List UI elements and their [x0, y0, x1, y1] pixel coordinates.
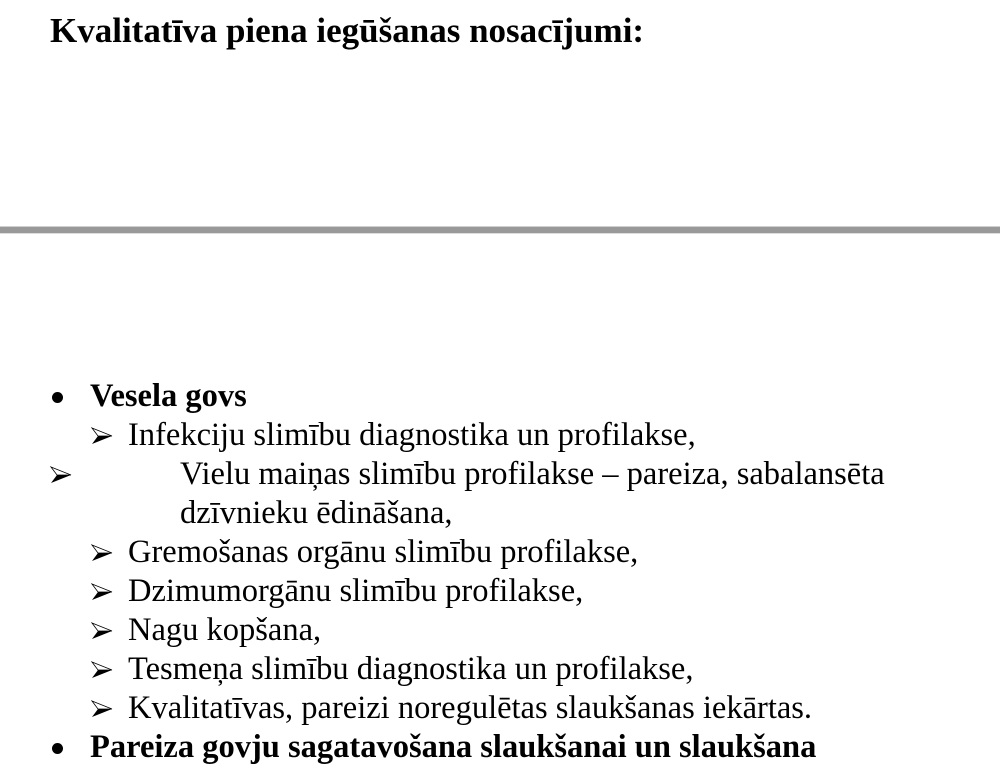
- list-item-text: Kvalitatīvas, pareizi noregulētas slaukšanas iekārtas.: [128, 690, 813, 726]
- page-title: Kvalitatīva piena iegūšanas nosacījumi:: [50, 11, 645, 50]
- list-item-text: Vielu maiņas slimību profilakse – pareiza, sabalansēta dzīvnieku ēdināšana,: [180, 456, 885, 531]
- arrow-bullet-icon: [91, 427, 113, 445]
- list-item-text: Tesmeņa slimību diagnostika un profilakse,: [128, 651, 694, 687]
- arrow-bullet-icon: [50, 466, 72, 484]
- arrow-bullet-icon: [91, 544, 113, 562]
- list-item: [0, 377, 1000, 416]
- list-item: [0, 611, 1000, 650]
- list-item: [0, 728, 1000, 767]
- list-item-text: Pareiza govju sagatavošana slaukšanai un slaukšana: [90, 729, 817, 765]
- list-item-text: Infekciju slimību diagnostika un profilakse,: [128, 417, 696, 453]
- list-item: [0, 533, 1000, 572]
- list-item: [0, 572, 1000, 611]
- arrow-bullet-icon: [91, 622, 113, 640]
- list-item-text: Vesela govs: [90, 378, 247, 414]
- arrow-bullet-icon: [91, 583, 113, 601]
- section-divider: [0, 226, 1000, 234]
- arrow-bullet-icon: [91, 661, 113, 679]
- conditions-list: [0, 377, 1000, 767]
- list-item: [0, 416, 1000, 455]
- list-item-text: Gremošanas orgānu slimību profilakse,: [128, 534, 639, 570]
- list-item-text: Dzimumorgānu slimību profilakse,: [128, 573, 584, 609]
- list-item: [0, 689, 1000, 728]
- list-item: [0, 650, 1000, 689]
- list-item-text: Nagu kopšana,: [128, 612, 322, 648]
- bullet-dot-icon: [52, 743, 63, 754]
- bullet-dot-icon: [52, 392, 63, 403]
- arrow-bullet-icon: [91, 700, 113, 718]
- list-item: [0, 455, 1000, 533]
